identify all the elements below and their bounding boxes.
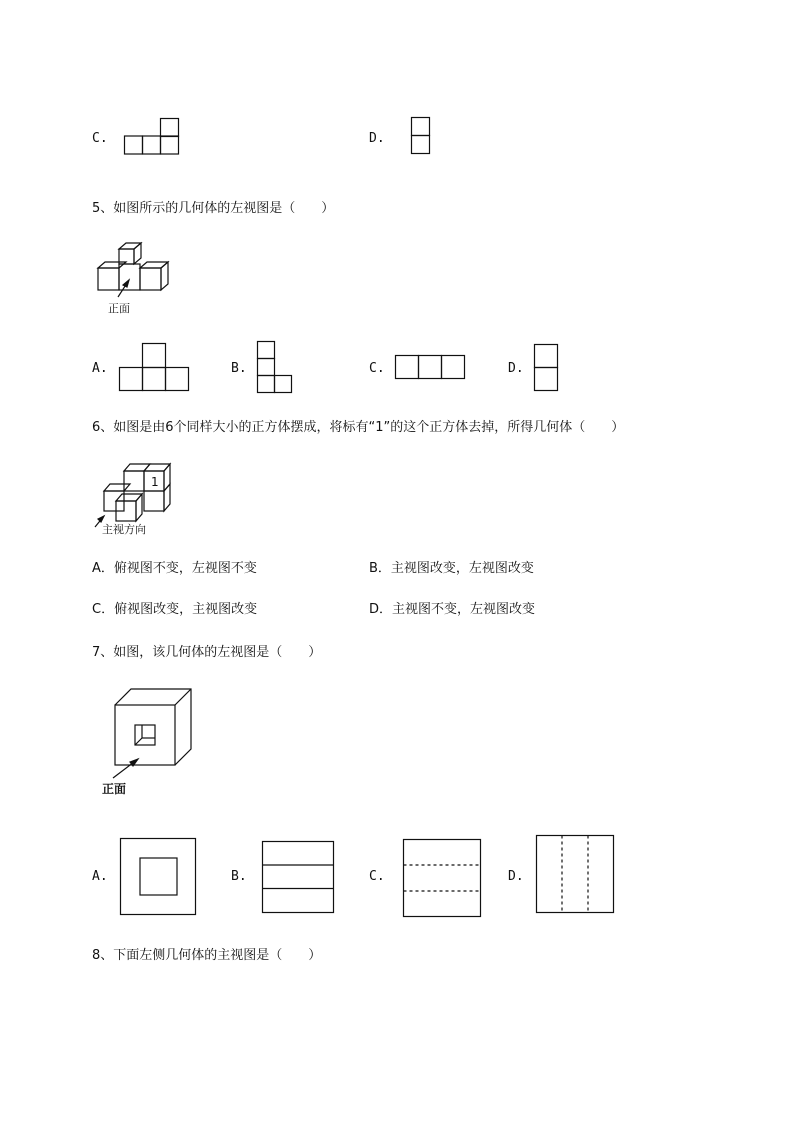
q6-option-c: C．俯视图改变，主视图改变 <box>92 602 258 617</box>
q7-figure-caption: 正面 <box>102 782 127 796</box>
q6-option-a: A．俯视图不变，左视图不变 <box>92 561 257 576</box>
q5-option-a-label: A. <box>92 361 108 376</box>
q6-figure-cubes <box>92 461 182 541</box>
q5-option-c-figure <box>395 355 467 381</box>
q5-option-d-figure <box>534 344 560 394</box>
q4-option-d-figure <box>411 117 431 155</box>
q6-figure-caption: 主视方向 <box>102 523 146 536</box>
q7-question: 7、如图，该几何体的左视图是（ ） <box>92 645 322 660</box>
q5-question: 5、如图所示的几何体的左视图是（ ） <box>92 201 335 216</box>
q5-option-d-label: D. <box>508 361 524 376</box>
q5-option-b-label: B. <box>231 361 247 376</box>
q7-option-b-label: B. <box>231 869 247 884</box>
q5-option-b-figure <box>257 341 295 395</box>
q4-option-d-label: D. <box>369 131 385 146</box>
q6-option-b: B．主视图改变，左视图改变 <box>369 561 534 576</box>
q6-cube-mark: 1 <box>151 475 159 489</box>
q7-option-b-figure <box>262 841 336 915</box>
q8-question: 8、下面左侧几何体的主视图是（ ） <box>92 948 322 963</box>
q7-option-c-label: C. <box>369 869 385 884</box>
q5-figure-caption: 正面 <box>108 302 130 315</box>
q7-option-d-label: D. <box>508 869 524 884</box>
q4-option-c-figure <box>124 118 180 156</box>
q5-option-a-figure <box>119 343 191 393</box>
q7-option-c-figure <box>403 839 483 919</box>
q5-option-c-label: C. <box>369 361 385 376</box>
q7-option-a-figure <box>120 838 198 918</box>
q4-option-c-label: C. <box>92 131 108 146</box>
q7-option-d-figure <box>536 835 616 915</box>
q6-option-d: D．主视图不变，左视图改变 <box>369 602 536 617</box>
q5-figure-cubes <box>96 242 176 322</box>
q7-figure-cube <box>100 688 200 800</box>
q6-question: 6、如图是由6个同样大小的正方体摆成，将标有“1”的这个正方体去掉，所得几何体（ ） <box>92 420 625 435</box>
q7-option-a-label: A. <box>92 869 108 884</box>
